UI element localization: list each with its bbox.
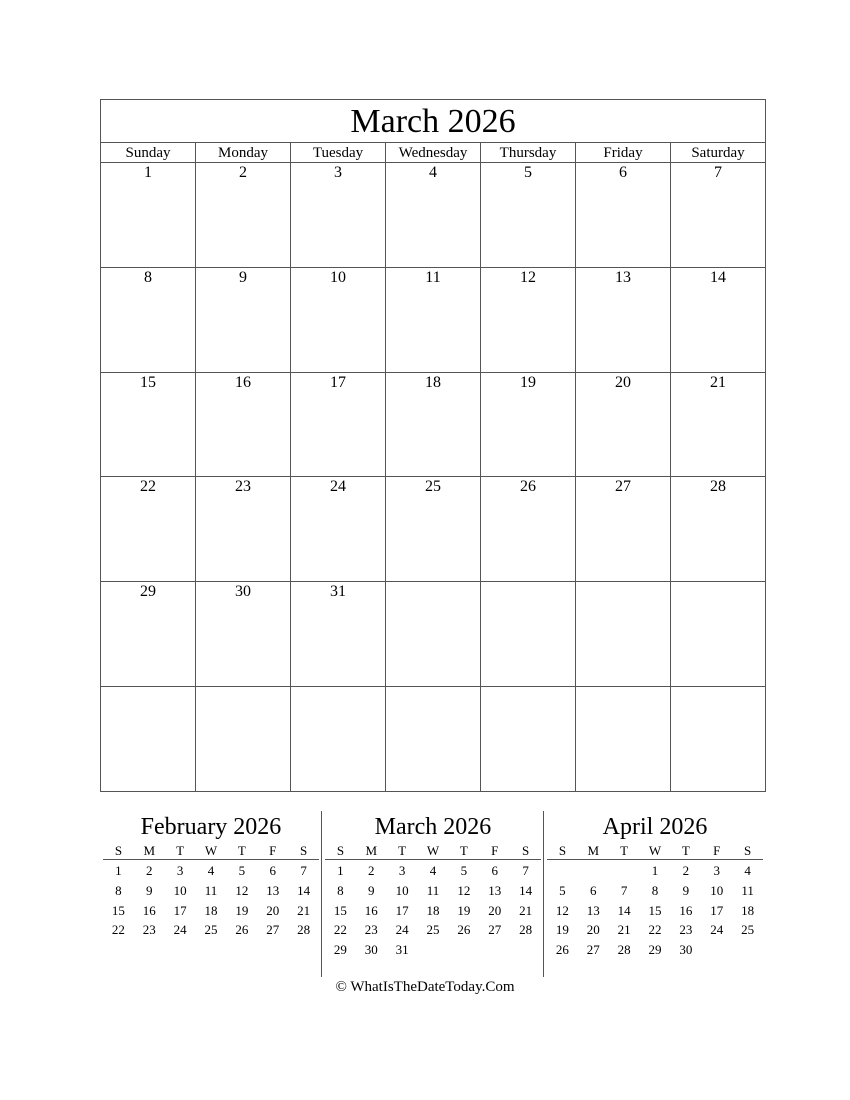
mini-weekday-label: M [587,843,600,858]
mini-day: 25 [204,922,218,938]
mini-day [547,860,578,880]
mini-day: 29 [648,942,662,958]
day-cell [576,582,671,686]
day-cell: 20 [576,373,671,477]
mini-calendar-grid [103,860,319,939]
mini-day: 28 [519,922,533,938]
mini-day: 2 [682,863,690,878]
mini-day: 9 [368,882,375,898]
day-cell: 17 [291,373,386,477]
calendar-week-row [101,373,765,478]
mini-day: 13 [586,902,600,918]
day-cell: 30 [196,582,291,686]
calendar-week-row [101,163,765,268]
day-cell: 24 [291,477,386,581]
mini-day: 19 [555,922,569,938]
day-cell [386,687,481,792]
mini-weekday-label: W [426,843,440,858]
mini-week-row [547,880,763,900]
mini-day: 15 [111,902,125,918]
calendar-title: March 2026 [101,100,765,143]
mini-day: 10 [710,882,724,898]
mini-day: 13 [266,882,280,898]
day-cell: 1 [101,163,196,267]
mini-week-row [325,939,541,959]
mini-day: 6 [269,863,276,878]
day-cell: 9 [196,268,291,372]
mini-day: 3 [398,863,406,878]
mini-week-row [103,880,319,900]
mini-week-row [103,919,319,939]
mini-day: 4 [429,863,437,878]
mini-day: 23 [142,922,156,938]
day-cell: 31 [291,582,386,686]
mini-weekday-label: S [114,843,123,858]
mini-day: 8 [115,882,122,898]
mini-day: 25 [426,922,440,938]
mini-day: 5 [460,863,468,878]
mini-weekday-label: F [269,843,277,858]
mini-day: 22 [333,922,347,938]
mini-day: 18 [741,902,755,918]
mini-day: 18 [426,902,440,918]
mini-day: 2 [368,863,375,878]
mini-day: 3 [713,863,720,878]
mini-week-row [325,860,541,880]
mini-day: 19 [457,902,471,918]
mini-day: 5 [559,882,566,898]
mini-day: 16 [142,902,156,918]
mini-day: 9 [146,882,153,898]
mini-weekday-label: T [620,843,629,858]
main-calendar [100,99,766,792]
mini-calendar-title: February 2026 [140,814,282,840]
mini-day: 15 [648,902,662,918]
mini-day: 14 [297,882,311,898]
mini-day: 17 [395,902,409,918]
mini-day: 30 [679,942,693,958]
day-cell: 3 [291,163,386,267]
mini-day: 20 [488,902,502,918]
calendar-week-row [101,477,765,582]
day-cell [196,687,291,792]
mini-day: 18 [204,902,218,918]
mini-day: 17 [710,902,724,918]
mini-day [609,860,640,880]
day-cell: 12 [481,268,576,372]
mini-day: 5 [238,863,246,878]
mini-day: 29 [333,942,347,958]
day-cell [576,687,671,792]
mini-day [578,860,609,880]
mini-calendar-february [103,812,319,939]
day-cell: 11 [386,268,481,372]
mini-weekday-row [103,842,319,860]
mini-day: 24 [710,922,724,938]
mini-day: 22 [111,922,125,938]
mini-weekday-label: M [143,843,156,858]
footer-credit: © WhatIsTheDateToday.Com [335,979,515,995]
mini-day [479,939,510,959]
weekday-label: Thursday [481,143,576,162]
mini-day: 16 [364,902,378,918]
mini-day: 22 [648,922,662,938]
day-cell [101,687,196,792]
day-cell: 13 [576,268,671,372]
mini-week-row [547,860,763,880]
calendar-week-row [101,687,765,792]
mini-day: 28 [617,942,631,958]
mini-day: 21 [617,922,631,938]
mini-day: 11 [426,882,440,898]
mini-week-row [547,900,763,920]
mini-day: 9 [682,882,690,898]
mini-day [510,939,541,959]
divider [543,811,544,977]
calendar-week-row [101,268,765,373]
mini-calendar-grid [325,860,541,959]
mini-day: 20 [266,902,280,918]
day-cell: 26 [481,477,576,581]
mini-week-row [103,860,319,880]
mini-day: 4 [207,863,215,878]
mini-day: 27 [586,942,600,958]
mini-calendar-april [547,812,763,959]
mini-day [418,939,449,959]
mini-day [701,939,732,959]
mini-day: 11 [204,882,218,898]
weekday-label: Friday [576,143,671,162]
mini-weekday-label: T [681,843,690,858]
mini-day: 24 [395,922,409,938]
mini-day: 3 [176,863,184,878]
mini-day: 27 [266,922,280,938]
mini-weekday-label: T [398,843,407,858]
weekday-label: Sunday [101,143,196,162]
mini-day: 23 [679,922,693,938]
day-cell [386,582,481,686]
day-cell: 5 [481,163,576,267]
mini-weekday-row [547,842,763,860]
mini-day: 26 [235,922,249,938]
mini-day: 6 [491,863,498,878]
mini-day: 10 [173,882,187,898]
mini-day: 1 [337,863,344,878]
mini-weekday-label: T [176,843,185,858]
mini-day: 16 [679,902,693,918]
mini-weekday-label: S [743,843,752,858]
mini-week-row [547,919,763,939]
day-cell: 16 [196,373,291,477]
mini-day: 26 [457,922,471,938]
day-cell [481,687,576,792]
mini-weekday-label: T [459,843,468,858]
calendar-grid [101,163,765,792]
day-cell: 4 [386,163,481,267]
day-cell: 7 [714,164,722,181]
mini-day: 8 [651,882,659,898]
weekday-label: Saturday [691,145,745,161]
mini-day: 10 [395,882,409,898]
mini-day: 2 [146,863,153,878]
day-cell: 8 [101,268,196,372]
day-cell: 14 [710,268,726,286]
day-cell: 19 [481,373,576,477]
mini-day: 1 [115,863,122,878]
mini-day: 14 [519,882,533,898]
mini-day: 6 [590,882,597,898]
day-cell: 22 [101,477,196,581]
mini-day: 7 [300,863,307,878]
mini-day: 14 [617,902,631,918]
mini-weekday-label: W [204,843,218,858]
divider [321,811,322,977]
mini-day: 30 [364,942,378,958]
mini-day: 13 [488,882,502,898]
mini-day: 8 [337,882,344,898]
day-cell: 25 [386,477,481,581]
weekday-label: Tuesday [291,143,386,162]
mini-day: 24 [173,922,187,938]
mini-day: 20 [586,922,600,938]
day-cell: 2 [196,163,291,267]
weekday-label: Monday [196,143,291,162]
mini-day: 31 [395,942,409,958]
mini-day: 17 [173,902,187,918]
mini-day: 7 [522,863,529,878]
mini-week-row [325,900,541,920]
mini-day: 21 [297,902,311,918]
day-cell: 6 [576,163,671,267]
mini-week-row [325,880,541,900]
mini-day: 12 [555,902,569,918]
day-cell: 28 [710,478,726,496]
mini-weekday-label: S [521,843,530,858]
day-cell [671,687,765,792]
mini-week-row [547,939,763,959]
mini-weekday-label: S [299,843,308,858]
day-cell: 10 [291,268,386,372]
mini-day: 7 [620,882,628,898]
weekday-header-row [101,143,765,163]
mini-weekday-label: W [648,843,662,858]
mini-week-row [325,919,541,939]
mini-day: 21 [519,902,533,918]
mini-week-row [103,900,319,920]
mini-weekday-label: F [491,843,499,858]
mini-day [448,939,479,959]
mini-day: 4 [744,863,751,878]
mini-weekday-row [325,842,541,860]
mini-day: 11 [741,882,754,898]
mini-day: 1 [651,863,659,878]
mini-day: 19 [235,902,249,918]
calendar-week-row [101,582,765,687]
mini-day: 25 [741,922,755,938]
mini-day: 26 [555,942,569,958]
day-cell: 21 [710,373,726,391]
day-cell: 15 [101,373,196,477]
mini-weekday-label: M [365,843,378,858]
mini-day [732,939,763,959]
mini-weekday-label: T [237,843,246,858]
mini-day: 27 [488,922,502,938]
mini-calendar-title: March 2026 [374,814,492,840]
mini-calendar-grid [547,860,763,959]
mini-calendar-march [325,812,541,959]
day-cell: 23 [196,477,291,581]
mini-weekday-label: S [336,843,345,858]
mini-calendar-title: April 2026 [602,814,708,840]
mini-day: 15 [333,902,347,918]
day-cell [481,582,576,686]
day-cell: 27 [576,477,671,581]
mini-day: 23 [364,922,378,938]
day-cell: 18 [386,373,481,477]
day-cell: 29 [101,582,196,686]
day-cell [291,687,386,792]
mini-day: 28 [297,922,311,938]
mini-day: 12 [457,882,471,898]
day-cell [671,582,765,686]
mini-day: 12 [235,882,249,898]
weekday-label: Wednesday [386,143,481,162]
mini-weekday-label: F [713,843,721,858]
mini-weekday-label: S [558,843,567,858]
